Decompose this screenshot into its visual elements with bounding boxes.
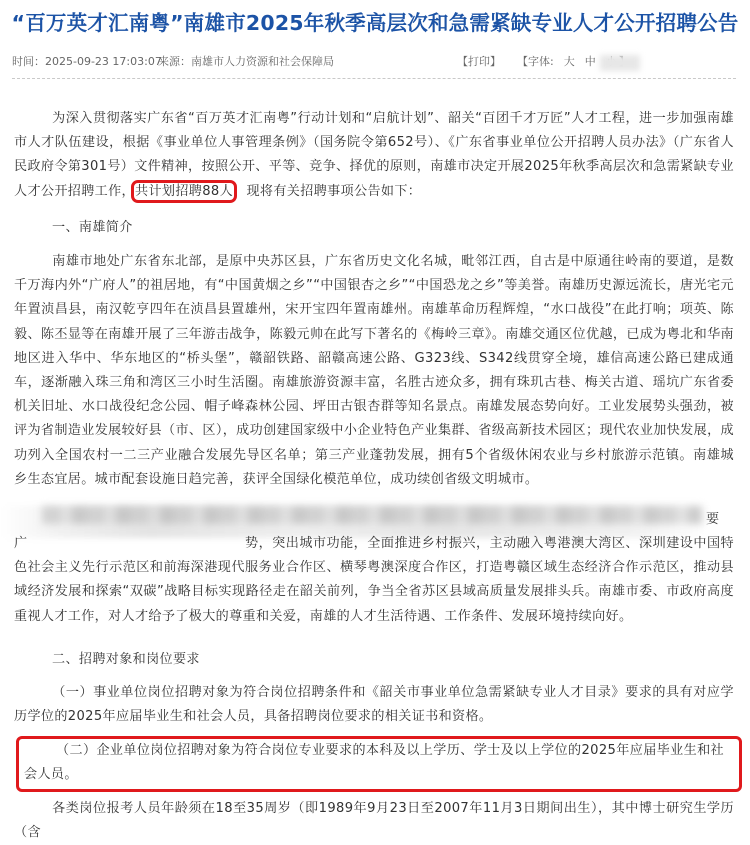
section2-item1-text: （一）事业单位岗位招聘对象为符合岗位招聘条件和《韶关市事业单位急需紧缺专业人才目录》要求的具有对应学历学位的2025年应届毕业生和社会人员，具备招聘岗位要求的相关证书和资格。: [14, 685, 734, 725]
page-title: “百万英才汇南粤”南雄市2025年秋季高层次和急需紧缺专业人才公开招聘公告: [11, 11, 739, 35]
header-divider: [12, 78, 736, 79]
redacted-area: [600, 55, 640, 71]
blurred-trailing-char: 要: [706, 512, 720, 527]
section2-item2: [24, 739, 724, 787]
section2-age-paragraph: [14, 797, 734, 845]
highlighted-quota: 共计划招聘88人: [135, 183, 234, 199]
intro-text-end: ，现将有关招聘事项公告如下：: [233, 183, 422, 199]
section1-text2: 广 势，突出城市功能，全面推进乡村振兴，主动融入粤港澳大湾区、深圳建设中国特色社会主义先行示范区和前海深港现代服务业合作区、横琴粤澳深度合作区，打造粤赣区域生态经济合作示范区，推动县域经济发展和探索“双碳”战略目标实现路径走在韶关前列，争当全省苏区县域高质量发展排头兵。南雄市委、市政府高度重视人才工作，对人才给予了极大的尊重和关爱，南雄的人才生活待遇、工作条件、发展环境持续向好。: [14, 536, 734, 624]
section2-heading-text: 二、招聘对象和岗位要求: [52, 652, 200, 667]
font-medium-button[interactable]: 中: [584, 55, 596, 68]
intro-text: 为深入贯彻落实广东省“百万英才汇南粤”行动计划和“启航计划”、韶关“百团千才万匠”人才工程，进一步加强南雄市人才队伍建设，根据《事业单位人事管理条例》（国务院令第652号）、《广东省事业单位公开招聘人员办法》（广东省人民政府令第301号）文件精神，按照公开、平等、竞争、择优的原则，南雄市决定开展2025年秋季高层次和急需紧缺专业人才公开招聘工作，: [14, 111, 734, 199]
section2-item2-text: （二）企业单位岗位招聘对象为符合岗位专业要求的本科及以上学历、学士及以上学位的2025年应届毕业生和社会人员。: [24, 743, 724, 783]
article-meta-bar: [12, 52, 738, 72]
section2-item1: [14, 681, 734, 729]
section1-heading-text: 一、南雄简介: [52, 220, 133, 235]
section2-age-text: 各类岗位报考人员年龄须在18至35周岁（即1989年9月23日至2007年11月3日期间出生），其中博士研究生学历（含: [14, 801, 734, 841]
blurred-text-strip: [42, 506, 702, 524]
publish-source: 来源：南雄市人力资源和社会保障局: [158, 55, 334, 68]
font-size-label: 【字体:: [517, 55, 554, 68]
section2-heading: [14, 648, 734, 672]
section1-text: 南雄市地处广东省东北部，是原中央苏区县，广东省历史文化名城，毗邻江西，自古是中原通往岭南的要道，是数千万海内外“广府人”的祖居地，有“中国黄烟之乡”“中国银杏之乡”“中国恐龙之乡”等美誉。南雄历史源远流长，唐光宅元年置浈昌县，南汉乾亨四年在浈昌县置雄州，宋开宝四年置南雄州。南雄革命历程辉煌，“水口战役”在此打响；项英、陈毅、陈丕显等在南雄开展了三年游击战争，陈毅元帅在此写下著名的《梅岭三章》。南雄交通区位优越，已成为粤北和华南地区进入华中、华东地区的“桥头堡”，赣韶铁路、韶赣高速公路、G323线、S342线贯穿全境，雄信高速公路已建成通车，逐渐融入珠三角和湾区三小时生活圈。南雄旅游资源丰富，名胜古迹众多，拥有珠玑古巷、梅关古道、瑶坑广东省委机关旧址、水口战役纪念公园、帽子峰森林公园、坪田古银杏群等知名景点。南雄发展态势向好。工业发展势头强劲，被评为省制造业发展较好县（市、区），成功创建国家级中小企业特色产业集群、省级高新技术园区；现代农业加快发展，成功列入全国农村一二三产业融合发展先导区名单；第三产业蓬勃发展，拥有5个省级休闲农业与乡村旅游示范镇。南雄城乡生态宜居。城市配套设施日趋完善，获评全国绿化模范单位，成功续创省级文明城市。: [14, 254, 734, 487]
section1-paragraph: [14, 250, 734, 492]
section1-heading: [14, 216, 734, 240]
print-button[interactable]: 【打印】: [457, 55, 501, 68]
publish-time: 时间：2025-09-23 17:03:07: [12, 55, 162, 68]
font-large-button[interactable]: 大: [563, 55, 575, 68]
intro-paragraph: [14, 107, 734, 204]
section1-paragraph2: [14, 532, 734, 629]
